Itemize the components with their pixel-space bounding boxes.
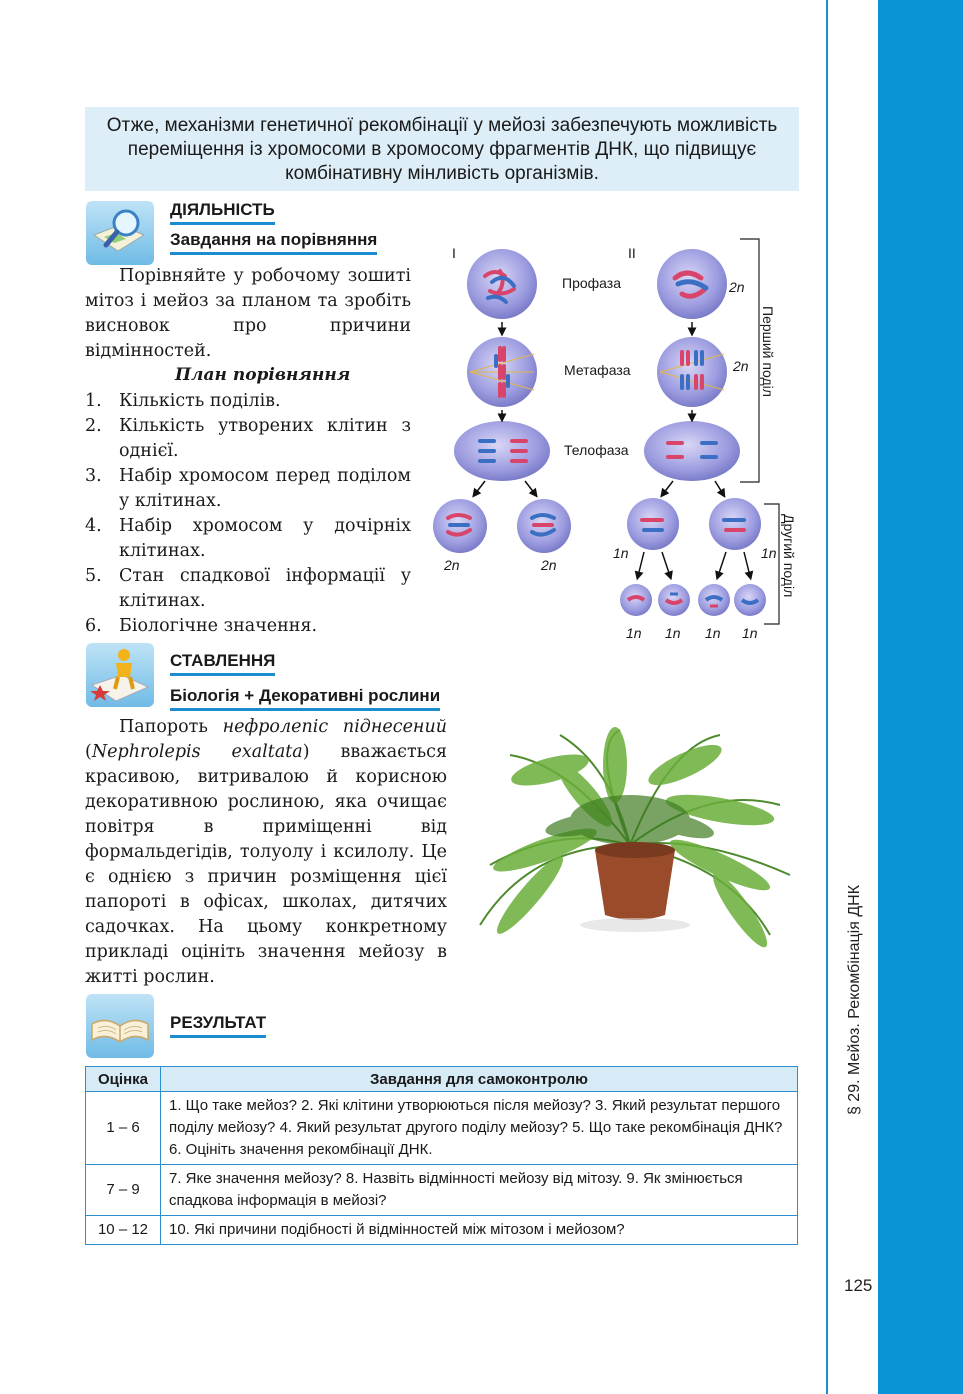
table-row [86, 1165, 798, 1216]
gamete-cell [698, 584, 730, 616]
bracket-second-division [764, 504, 779, 624]
ploidy-label: 1n [761, 545, 777, 561]
plan-item-number: 4. [85, 516, 102, 536]
grade-cell: 10 – 12 [86, 1216, 161, 1245]
ploidy-label: 2n [444, 557, 460, 573]
magnifier-map-icon [86, 201, 154, 265]
species-name-ua: нефролепіс піднесений [222, 717, 447, 737]
table-row [86, 1216, 798, 1245]
plan-item-text: Набір хромосом перед поділом у клітинах. [119, 466, 411, 511]
plan-item [85, 564, 411, 614]
open-book-icon [86, 994, 154, 1058]
gamete-cell [734, 584, 766, 616]
cell-metaphase-ii [657, 337, 727, 407]
plan-item-number: 3. [85, 466, 102, 486]
ploidy-label: 2n [541, 557, 557, 573]
plan-item-number: 2. [85, 416, 102, 436]
daughter-cell-i-left [433, 499, 487, 553]
cell-telophase-i [454, 421, 550, 481]
summary-text: Отже, механізми генетичної рекомбінації у мейозі забезпечують можливість переміщення із хромосоми в хромосому фрагментів ДНК, що підвищує комбінативну мінливість організмів. [106, 115, 778, 184]
table-header-tasks: Завдання для самоконтролю [161, 1067, 798, 1092]
activity-subheading: Завдання на порівняння [170, 230, 377, 255]
column-label-ii: II [628, 245, 636, 261]
plan-item [85, 414, 411, 464]
figure-star-icon [86, 643, 154, 707]
plan-item-text: Набір хромосом у дочірніх клітинах. [119, 516, 411, 561]
plan-item-text: Кількість утворених клітин з однієї. [119, 416, 411, 461]
ploidy-label: 2n [729, 279, 745, 295]
ploidy-label: 1n [705, 625, 721, 641]
plan-item [85, 464, 411, 514]
attitude-heading: СТАВЛЕННЯ [170, 651, 275, 676]
plan-item-text: Біологічне значення. [119, 616, 318, 636]
ploidy-label: 1n [626, 625, 642, 641]
attitude-text-lead: Папороть [119, 717, 223, 737]
ploidy-label: 1n [742, 625, 758, 641]
cell-metaphase-i [467, 337, 537, 407]
cell-telophase-ii [644, 421, 740, 481]
species-name-latin: Nephrolepis exaltata [91, 742, 303, 762]
tasks-cell: 7. Яке значення мейозу? 8. Назвіть відмінності мейозу від мітозу. 9. Як змінюється спадкова інформація в мейозі? [161, 1165, 798, 1216]
plan-item-text: Кількість поділів. [119, 391, 281, 411]
ploidy-label: 1n [613, 545, 629, 561]
activity-heading: ДІЯЛЬНІСТЬ [170, 200, 275, 225]
cell-prophase-ii [657, 249, 727, 319]
plan-item [85, 514, 411, 564]
daughter-cell-ii-left [627, 498, 679, 550]
ploidy-label: 1n [665, 625, 681, 641]
sidebar-band [878, 0, 963, 1394]
table-header-row [86, 1067, 798, 1092]
plan-item [85, 614, 411, 639]
daughter-cell-ii-right [709, 498, 761, 550]
tasks-cell: 10. Які причини подібності й відмінностей між мітозом і мейозом? [161, 1216, 798, 1245]
tasks-cell: 1. Що таке мейоз? 2. Які клітини утворюються після мейозу? 3. Який результат першого поділу мейозу? 4. Який результат другого поділу мейозу? 5. Що таке рекомбінація ДНК? 6. Оцініть значення рекомбінації ДНК. [161, 1092, 798, 1165]
ploidy-label: 2n [733, 358, 749, 374]
summary-box [85, 107, 799, 191]
plan-item-number: 1. [85, 391, 102, 411]
phase-label-metaphase: Метафаза [564, 362, 631, 378]
page-number: 125 [844, 1276, 873, 1295]
gamete-cell [658, 584, 690, 616]
plan-item [85, 389, 411, 414]
sidebar-margin [828, 0, 878, 1394]
grade-cell: 7 – 9 [86, 1165, 161, 1216]
daughter-cell-i-right [517, 499, 571, 553]
gamete-cell [620, 584, 652, 616]
bracket-label-second: Другий поділ [781, 514, 797, 598]
attitude-subheading: Біологія + Декоративні рослини [170, 686, 440, 711]
paren-open: ( [85, 742, 92, 762]
fern-plant-image [470, 725, 800, 950]
self-control-table [85, 1066, 798, 1245]
phase-label-telophase: Телофаза [564, 442, 629, 458]
plan-list [85, 389, 411, 639]
column-label-i: I [452, 245, 456, 261]
running-head: § 29. Мейоз. Рекомбінація ДНК [846, 884, 863, 1116]
meiosis-diagram [430, 236, 810, 646]
table-row [86, 1092, 798, 1165]
grade-cell: 1 – 6 [86, 1092, 161, 1165]
plan-title: План порівняння [175, 365, 351, 385]
table-header-grade: Оцінка [86, 1067, 161, 1092]
result-heading: РЕЗУЛЬТАТ [170, 1013, 266, 1038]
plan-item-number: 6. [85, 616, 102, 636]
attitude-text-body: ) вважається красивою, витривалою й корисною декоративною рослиною, яка очищає повітря в приміщенні від формальдегідів, толуолу і ксилолу. Це є однією з причин розміщення цієї папороті в офісах, школах, дитячих садочках. На цьому конкретному прикладі оцініть значення мейозу в житті рослин. [85, 742, 447, 987]
attitude-paragraph [85, 715, 447, 990]
plan-item-text: Стан спадкової інформації у клітинах. [119, 566, 411, 611]
bracket-label-first: Перший поділ [760, 306, 776, 397]
phase-label-prophase: Профаза [562, 275, 621, 291]
cell-prophase-i [467, 249, 537, 319]
activity-intro: Порівняйте у робочому зошиті мітоз і мейоз за планом та зробіть висновок про причини відмінностей. [85, 266, 411, 361]
plan-item-number: 5. [85, 566, 102, 586]
